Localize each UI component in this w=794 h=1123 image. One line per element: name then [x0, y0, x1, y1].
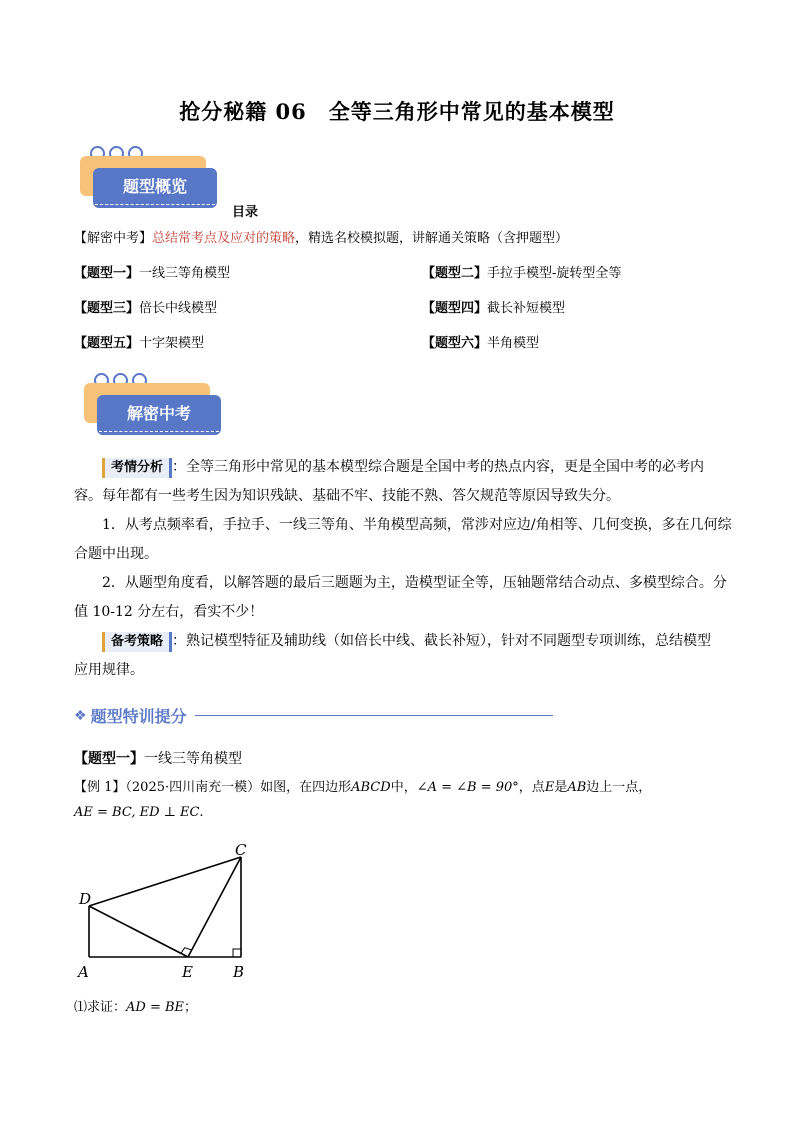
training-heading	[74, 704, 553, 727]
example-text: ，点	[518, 780, 545, 795]
intro-rest: ，精选名校模拟题，讲解通关策略（含押题型）	[295, 231, 569, 246]
toc-label: 目录	[232, 205, 259, 220]
toc-item-5[interactable]	[74, 335, 204, 353]
overview-banner-label: 题型概览	[93, 168, 217, 208]
label-a: A	[78, 963, 89, 981]
toc-item-tag: 【题型三】	[74, 301, 140, 316]
toc-item-3[interactable]	[74, 300, 217, 318]
training-heading-rule	[195, 715, 553, 716]
label-d: D	[79, 890, 92, 908]
label-e: E	[182, 963, 193, 981]
intro-highlight: 总结常考点及应对的策略	[152, 231, 296, 246]
toc-item-4[interactable]	[422, 300, 565, 318]
type1-label: 一线三等角模型	[144, 751, 242, 767]
strategy-line-2: 应用规律。	[74, 662, 144, 678]
strategy-tag: 备考策略	[102, 632, 172, 652]
toc-item-label: 十字架模型	[139, 336, 205, 351]
toc-item-label: 手拉手模型-旋转型全等	[487, 266, 622, 281]
question-1-end: ；	[184, 1000, 198, 1015]
right-angle-b	[233, 949, 241, 957]
point-1-line-2: 合题中出现。	[74, 546, 158, 562]
label-c: C	[235, 841, 247, 859]
overview-intro	[74, 230, 568, 248]
question-1-math: AD = BE	[126, 1000, 185, 1015]
geometry-figure	[74, 836, 264, 986]
math-ab: AB	[567, 780, 587, 795]
strategy-line-1: ：熟记模型特征及辅助线（如倍长中线、截长补短），针对不同题型专项训练，总结模型	[172, 633, 712, 649]
analysis-line-1: ：全等三角形中常见的基本模型综合题是全国中考的热点内容，更是全国中考的必考内	[172, 459, 705, 475]
type1-tag: 【题型一】	[74, 751, 144, 767]
segment-de	[89, 906, 188, 957]
intro-prefix: 【解密中考】	[74, 231, 153, 246]
point-2-line-1: 2．从题型角度看，以解答题的最后三题题为主，造模型证全等，压轴题常结合动点、多模型综合。分	[102, 575, 727, 591]
label-b: B	[233, 963, 245, 981]
math-angles: ∠A = ∠B = 90°	[416, 780, 519, 795]
math-e: E	[544, 780, 555, 795]
example-text: 【例 1】（2025·四川南充一模）如图，在四边形	[74, 780, 352, 795]
toc-item-tag: 【题型二】	[422, 266, 488, 281]
training-heading-label: 题型特训提分	[90, 707, 187, 726]
question-1	[74, 999, 197, 1017]
example-text: 是	[554, 780, 568, 795]
toc-item-tag: 【题型四】	[422, 301, 488, 316]
point-1-line-1: 1．从考点频率看，手拉手、一线三等角、半角模型高频，常涉对应边/角相等、几何变换，多在几何综	[102, 517, 732, 533]
analysis-line-2: 容。每年都有一些考生因为知识残缺、基础不牢、技能不熟、答欠规范等原因导致失分。	[74, 488, 620, 504]
decode-banner-label: 解密中考	[97, 395, 221, 435]
toc-item-1[interactable]	[74, 265, 230, 283]
math-abcd: ABCD	[351, 780, 391, 795]
toc-item-tag: 【题型六】	[422, 336, 488, 351]
toc-item-2[interactable]	[422, 265, 621, 283]
toc-item-label: 倍长中线模型	[139, 301, 218, 316]
analysis-paragraph	[74, 453, 734, 685]
toc-item-6[interactable]	[422, 335, 539, 353]
analysis-tag: 考情分析	[102, 458, 172, 478]
diamond-icon: ❖	[74, 707, 87, 724]
decode-banner	[84, 383, 224, 441]
example-line-1	[74, 779, 651, 797]
example-text: 边上一点，	[586, 780, 652, 795]
type1-heading	[74, 750, 242, 768]
example-text: 中，	[390, 780, 417, 795]
toc-item-tag: 【题型一】	[74, 266, 140, 281]
question-1-prefix: ⑴求证：	[74, 1000, 127, 1015]
toc-item-label: 截长补短模型	[487, 301, 566, 316]
example-text: .	[199, 805, 204, 820]
toc-item-label: 半角模型	[487, 336, 540, 351]
overview-banner	[80, 156, 220, 214]
example-line-2	[74, 804, 204, 822]
point-2-line-2: 值 10-12 分左右，看实不少！	[74, 604, 264, 620]
page-title: 抢分秘籍 06 全等三角形中常见的基本模型	[179, 99, 615, 124]
math-condition: AE = BC, ED ⊥ EC	[74, 805, 200, 820]
toc-item-tag: 【题型五】	[74, 336, 140, 351]
toc-item-label: 一线三等角模型	[139, 266, 231, 281]
